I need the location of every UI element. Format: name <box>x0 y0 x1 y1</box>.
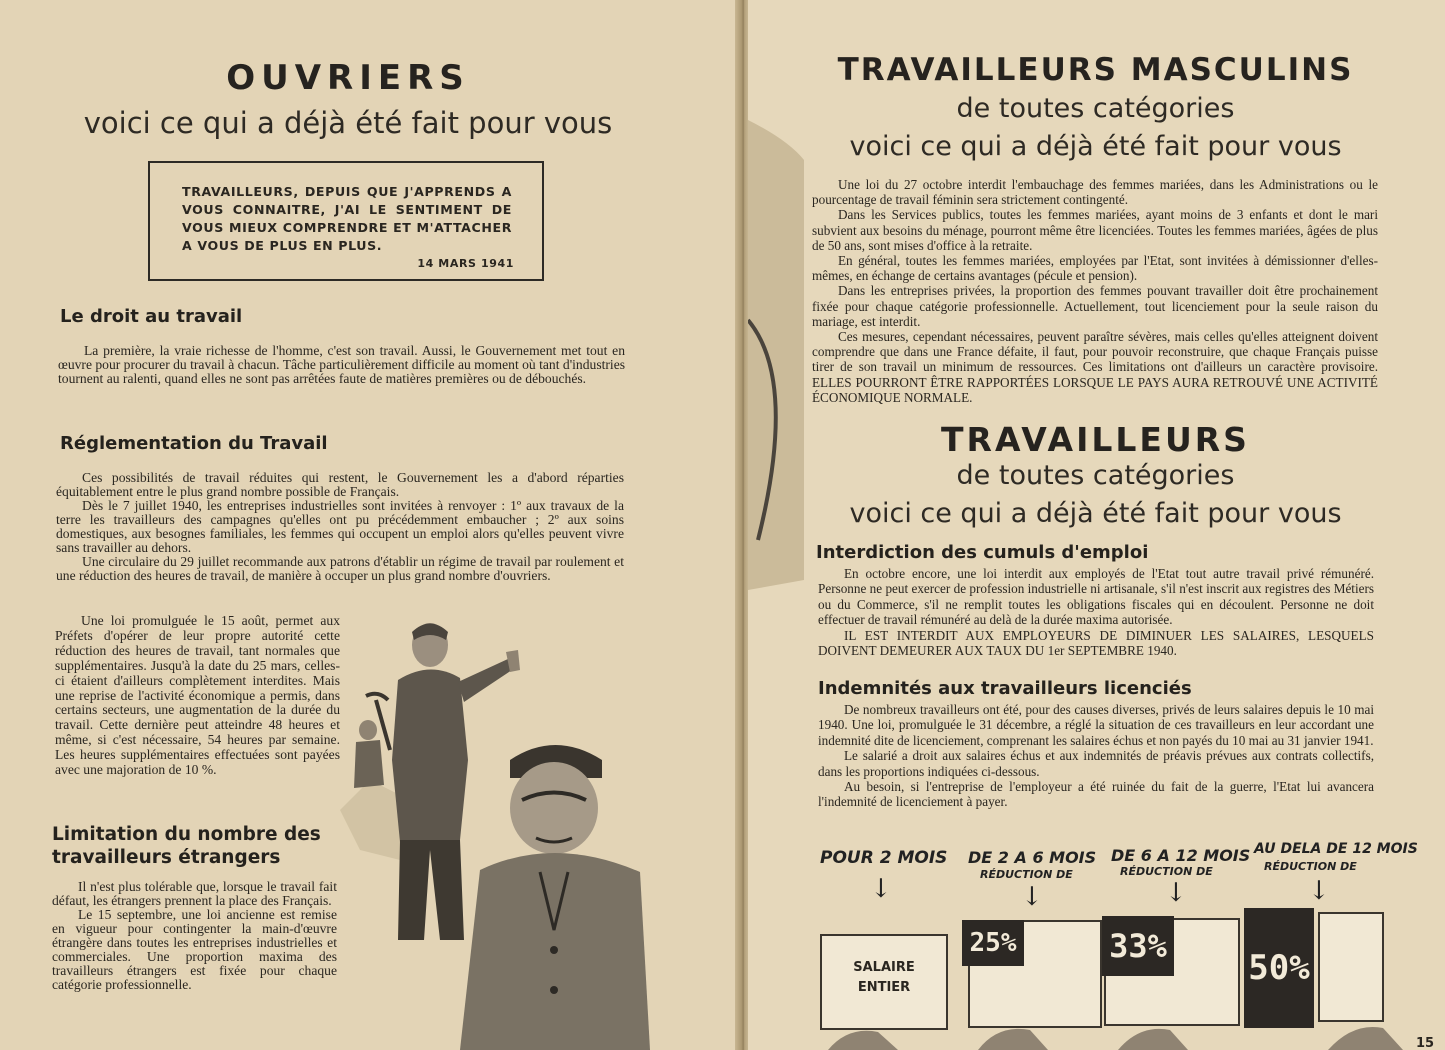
arrow-down-icon: ↓ <box>870 874 892 904</box>
worker-pickaxe-figure <box>354 694 390 788</box>
right-subtitle2-categories: de toutes catégories <box>956 460 1235 491</box>
arrow-down-icon: ↓ <box>1165 878 1187 908</box>
section-title-etrangers-l2: travailleurs étrangers <box>52 847 281 868</box>
left-subtitle: voici ce qui a déjà été fait pour vous <box>83 106 613 140</box>
paragraph: Au besoin, si l'entreprise de l'employeur a été ruinée du fait de la guerre, l'Etat lui avancera l'indemnité de licenciement à payer. <box>818 779 1374 810</box>
reduction-diagram <box>808 838 1445 1050</box>
paragraph: En général, toutes les femmes mariées, employées par l'Etat, sont invitées à démissionner d'elles-mêmes, en échange de certains avantages (pécule et pension). <box>812 253 1378 284</box>
paragraph: En octobre encore, une loi interdit aux employés de l'Etat tout autre travail privé rémunéré. Personne ne peut exercer de profession industrielle ni artisanale, s'il n'est inscrit aux registres des Métiers ou du Commerce, s'il ne remplit toutes les obligations fiscales qui en découlent. Personne ne doit effectuer de travail rémunéré au delà de la durée maxima autorisée. <box>818 566 1374 628</box>
paragraph: La première, la vraie richesse de l'homme, c'est son travail. Aussi, le Gouvernement met tout en œuvre pour procurer du travail à chacun. Tâche particulièrement difficile au moment où tant d'industries tournent au ralenti, quand elles ne sont pas arrêtées faute de matières premières ou de débouchés. <box>58 343 626 386</box>
arrow-down-icon: ↓ <box>1021 882 1043 912</box>
section-title-etrangers-l1: Limitation du nombre des <box>52 824 321 845</box>
column-label-6-12-mois: DE 6 A 12 MOIS <box>1111 846 1251 865</box>
section-title-indemnites: Indemnités aux travailleurs licenciés <box>818 678 1192 699</box>
quote-text: TRAVAILLEURS, DEPUIS QUE J'APPRENDS A VOUS CONNAITRE, J'AI LE SENTIMENT DE VOUS MIEUX COMPRENDRE ET M'ATTACHER A VOUS DE PLUS EN PLUS. <box>182 184 512 253</box>
paragraph: Dès le 7 juillet 1940, les entreprises industrielles sont invitées à renvoyer : 1º aux travaux de la terre les travailleurs des campagnes qu'elles ont pu précédemment embaucher ; 2º aux soins domestiques, aux besognes familiales, les femmes qui occupent un emploi alors qu'elles peuvent vivre sans travailler au dehors. <box>56 498 624 555</box>
column-sub-12-mois: RÉDUCTION DE <box>1264 860 1357 873</box>
paragraph: Ces possibilités de travail réduites qui restent, le Gouvernement les a d'abord réparties équitablement entre le plus grand nombre possible de Français. <box>56 470 624 499</box>
worker-cap-figure <box>460 745 650 1050</box>
section-title-droit: Le droit au travail <box>60 306 243 327</box>
paragraph: Dans les entreprises privées, la proportion des femmes pouvant travailler doit être prochainement fixée pour chaque catégorie professionnelle. Actuellement, tout licenciement pour la seule raison du mariage, est interdit. <box>812 283 1378 329</box>
salary-paper-full <box>820 934 948 1030</box>
paragraph: IL EST INTERDIT AUX EMPLOYEURS DE DIMINUER LES SALAIRES, LESQUELS DOIVENT DEMEURER AUX TAUX DU 1er SEPTEMBRE 1940. <box>818 627 1374 659</box>
section-title-reglementation: Réglementation du Travail <box>60 433 328 454</box>
section-title-cumuls: Interdiction des cumuls d'emploi <box>816 542 1149 563</box>
column-label-2-mois: POUR 2 MOIS <box>820 848 948 868</box>
quote-box <box>148 161 544 281</box>
hands-illustration <box>808 1018 1445 1050</box>
right-subtitle-voici: voici ce qui a déjà été fait pour vous <box>849 131 1342 162</box>
background-illustration-edge <box>748 120 804 590</box>
paragraph: De nombreux travailleurs ont été, pour des causes diverses, privés de leurs salaires depuis le 10 mai 1940. Une loi, promulguée le 31 décembre, a réglé la situation de ces travailleurs en leur accordant une indemnité dite de licenciement, comprenant les salaires échus et non payés du 10 mai au 31 janvier 1941. <box>818 702 1374 748</box>
paragraph: Le 15 septembre, une loi ancienne est remise en vigueur pour contingenter la main-d'œuvre étrangère dans toutes les entreprises industrielles et commerciales. Une proportion maxima des travailleurs étrangers est fixée pour chaque catégorie professionnelle. <box>52 907 337 992</box>
section-text-etrangers <box>52 880 337 992</box>
column-sub-6-12-mois: RÉDUCTION DE <box>1120 865 1213 878</box>
paragraph: Une loi promulguée le 15 août, permet aux Préfets d'opérer de leur propre autorité cette réduction des heures de travail, tant normales que supplémentaires. Jusqu'à la date du 25 mars, celles-ci étaient d'ailleurs complètement interdites. Mais une reprise de l'activité économique a permis, dans certains secteurs, une augmentation de la durée du travail. Cette dernière peut atteindre 48 heures et même, si c'est nécessaire, 54 heures par semaine. Les heures supplémentaires effectuées sont payées avec une majoration de 10 %. <box>55 613 340 778</box>
section-text-cumuls <box>818 566 1374 658</box>
page-number: 15 <box>1416 1036 1435 1050</box>
paragraph: Une circulaire du 29 juillet recommande aux patrons d'établir un régime de travail par roulement et une réduction des heures de travail, de manière à occuper un plus grand nombre d'ouvriers. <box>56 554 624 583</box>
column-label-2-6-mois: DE 2 A 6 MOIS <box>968 848 1097 867</box>
section-text-loi-15-aout <box>55 614 340 778</box>
section-text-reglementation <box>56 471 624 583</box>
column-sub-2-6-mois: RÉDUCTION DE <box>980 868 1073 881</box>
section-text-indemnites <box>818 702 1374 810</box>
paragraph: Le salarié a droit aux salaires échus et aux indemnités de préavis prévues aux contrats collectifs, dans les proportions indiquées ci-dessous. <box>818 748 1374 779</box>
right-title-masculins: TRAVAILLEURS MASCULINS <box>837 52 1354 88</box>
left-title: OUVRIERS <box>226 58 470 98</box>
reduction-badge-33: 33% <box>1102 916 1174 976</box>
femmes-mariees-text <box>812 177 1378 405</box>
right-title-travailleurs: TRAVAILLEURS <box>941 420 1250 459</box>
right-subtitle2-voici: voici ce qui a déjà été fait pour vous <box>849 498 1342 529</box>
right-subtitle-categories: de toutes catégories <box>956 93 1235 124</box>
reduction-badge-25: 25% <box>962 920 1024 966</box>
right-page <box>748 0 1445 1050</box>
paragraph: Une loi du 27 octobre interdit l'embauchage des femmes mariées, dans les Administrations ou le pourcentage de travail féminin sera strictement contingenté. <box>812 177 1378 208</box>
paragraph: Ces mesures, cependant nécessaires, peuvent paraître sévères, mais celles qu'elles atteignent doivent comprendre que dans une France défaite, il faut, pour pouvoir reconstruire, que chaque Français puisse tirer de son travail un minimum de ressources. Ces limitations ont d'ailleurs un caractère provisoire. ELLES POURRONT ÊTRE RAPPORTÉES LORSQUE LE PAYS AURA RETROUVÉ UNE ACTIVITÉ ÉCONOMIQUE NORMALE. <box>812 329 1378 405</box>
section-text-droit <box>58 344 625 386</box>
reduction-badge-50: 50% <box>1244 908 1314 1028</box>
workers-illustration <box>340 610 735 1050</box>
salary-paper-label: SALAIRE ENTIER <box>853 960 915 995</box>
arrow-down-icon: ↓ <box>1308 876 1330 906</box>
paragraph: Il n'est plus tolérable que, lorsque le travail fait défaut, les étrangers prennent la place des Français. <box>52 879 337 908</box>
paragraph: Dans les Services publics, toutes les femmes mariées, ayant moins de 3 enfants et dont le mari subvient aux besoins du ménage, pourront même être licenciées. Toutes les femmes mariées, âgées de plus de 50 ans, sont mises d'office à la retraite. <box>812 207 1378 253</box>
salary-paper-50 <box>1318 912 1384 1022</box>
column-label-12-mois: AU DELA DE 12 MOIS <box>1254 841 1418 857</box>
quote-date: 14 MARS 1941 <box>417 257 514 270</box>
